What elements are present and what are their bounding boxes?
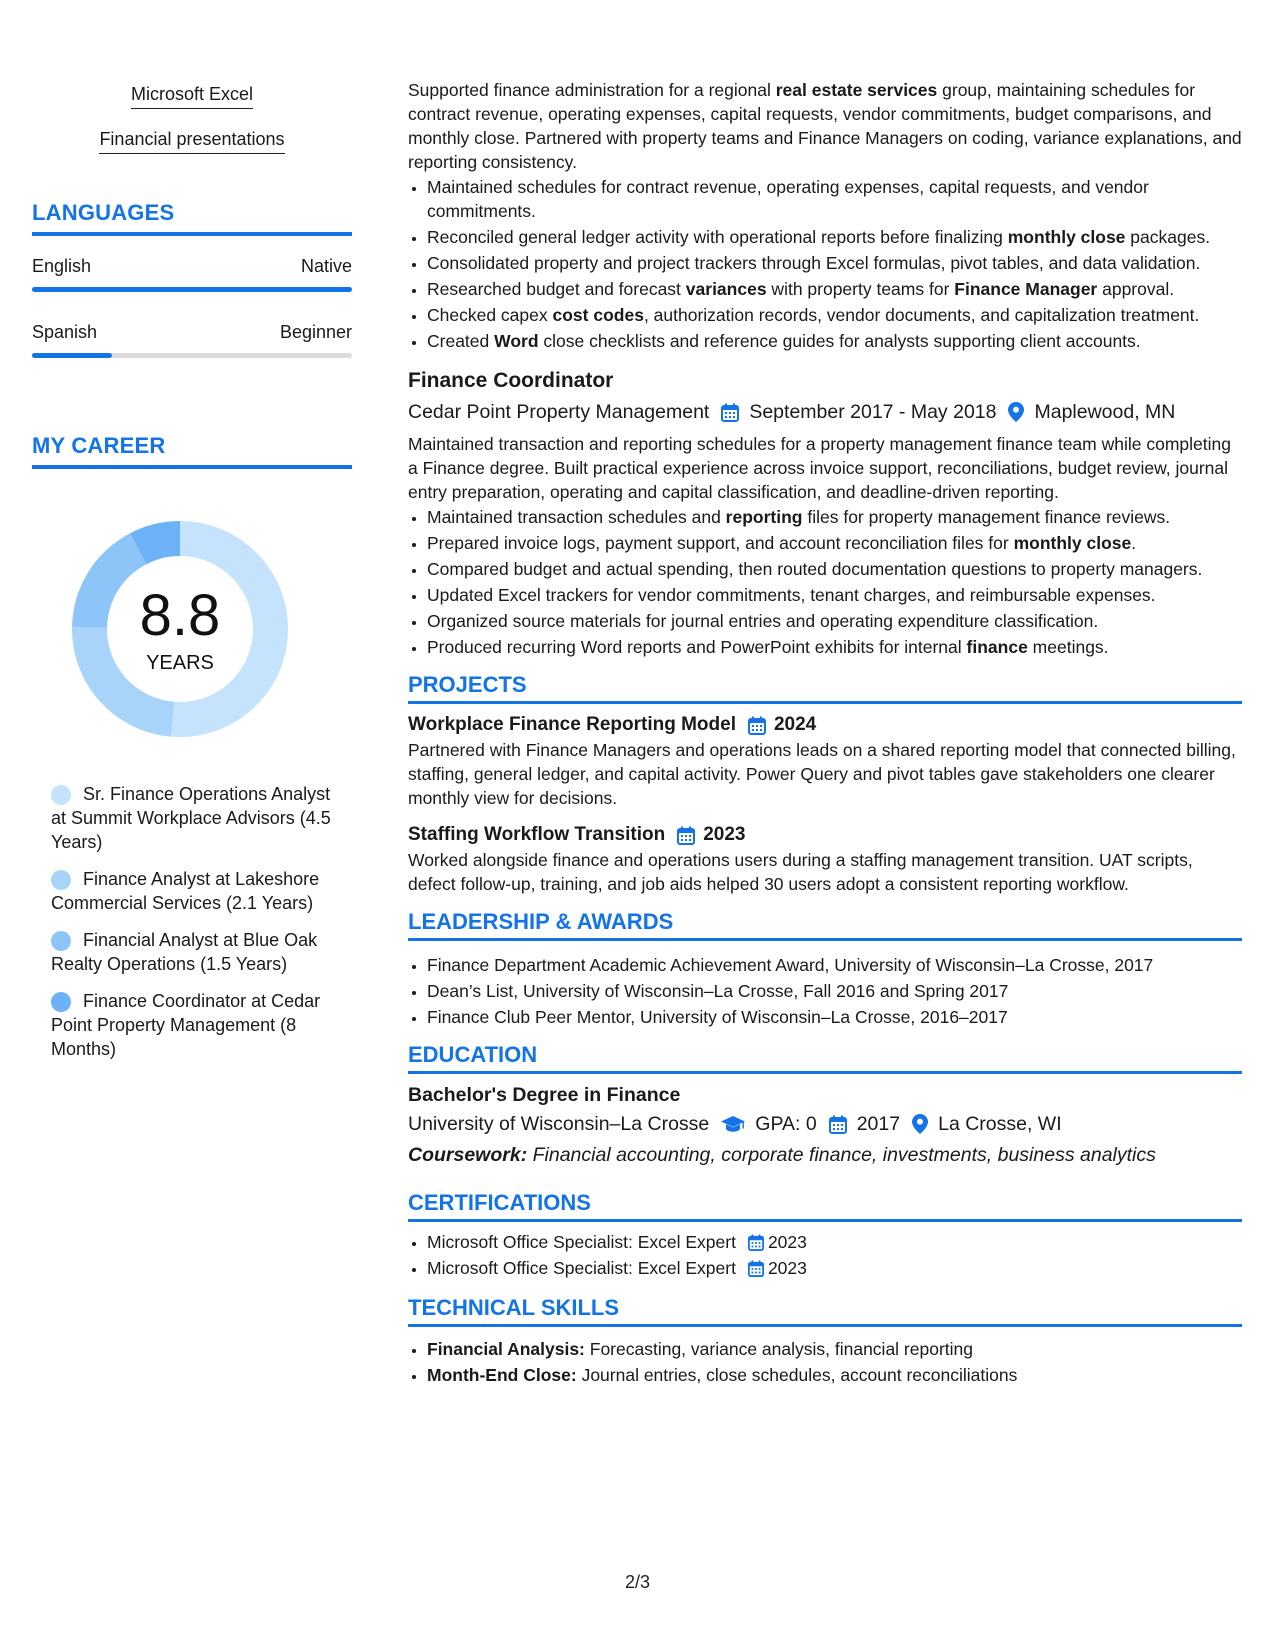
job-bullet: • Compared budget and actual spending, then routed documentation questions to property managers.: [427, 557, 1242, 581]
calendar-icon: [748, 716, 766, 735]
certifications-heading: CERTIFICATIONS: [408, 1191, 1242, 1222]
job-meta: [408, 398, 1242, 426]
language-level: Beginner: [279, 322, 352, 342]
leadership-section: [408, 910, 1242, 1029]
career-legend-label: Sr. Finance Operations Analyst at Summit Workplace Advisors (4.5 Years): [51, 784, 331, 852]
job-dates: September 2017 - May 2018: [749, 401, 997, 423]
job-bullet: • Produced recurring Word reports and PowerPoint exhibits for internal finance meetings.: [427, 635, 1242, 659]
language-entry: [32, 256, 352, 292]
leadership-list: [408, 953, 1242, 1029]
career-legend-label: Finance Analyst at Lakeshore Commercial Services (2.1 Years): [51, 869, 320, 913]
calendar-icon: [748, 1260, 764, 1277]
legend-dot-icon: [51, 931, 71, 951]
skill-item: • Financial Analysis: Forecasting, variance analysis, financial reporting: [427, 1337, 1242, 1361]
career-legend: [51, 782, 331, 1061]
company-name: Cedar Point Property Management: [408, 401, 710, 423]
certifications-section: [408, 1191, 1242, 1280]
experience-entry: [408, 367, 1242, 659]
career-legend-label: Finance Coordinator at Cedar Point Property Management (8 Months): [51, 991, 321, 1059]
language-proficiency-bar: [32, 353, 352, 358]
education-meta: [408, 1110, 1242, 1138]
career-legend-item: [51, 928, 331, 976]
project-description: Worked alongside finance and operations users during a staffing management transition. UAT scripts, defect follow-up, training, and job aids helped 30 users adopt a consistent reporting workflow.: [408, 850, 1193, 894]
education-section: [408, 1043, 1242, 1169]
career-total-unit: YEARS: [146, 652, 214, 674]
job-bullet: • Reconciled general ledger activity with operational reports before finalizing monthly close packages.: [427, 225, 1242, 249]
language-level: Native: [300, 256, 352, 276]
language-proficiency-fill: [32, 353, 112, 358]
calendar-icon: [721, 403, 739, 422]
skill-tag: Financial presentations: [99, 129, 284, 154]
location-pin-icon: [912, 1114, 928, 1134]
coursework: [408, 1141, 1242, 1169]
graduation-year: 2017: [856, 1113, 901, 1135]
main-content: [408, 78, 1242, 1389]
skill-tag: Microsoft Excel: [131, 84, 253, 109]
calendar-icon: [829, 1115, 847, 1134]
certification-item: • Microsoft Office Specialist: Excel Expert 2023: [427, 1230, 1242, 1254]
job-bullet: • Maintained schedules for contract revenue, operating expenses, capital requests, and vendor commitments.: [427, 175, 1242, 223]
career-total-value: 8.8: [139, 583, 221, 648]
language-proficiency-fill: [32, 287, 352, 292]
calendar-icon: [748, 1234, 764, 1251]
project-title: Workplace Finance Reporting Model: [408, 714, 736, 735]
job-summary: Supported finance administration for a regional real estate services group, maintaining schedules for contract revenue, operating expenses, capital requests, vendor commitments, budget comparisons, and monthly close. Partnered with property teams and Finance Managers on coding, variance explanations, and reporting consistency.: [408, 80, 1242, 172]
skill-item: • Month-End Close: Journal entries, close schedules, account reconciliations: [427, 1363, 1242, 1387]
job-bullet: • Maintained transaction schedules and reporting files for property management finance reviews.: [427, 505, 1242, 529]
technical-skills-list: [408, 1337, 1242, 1387]
project-title-row: [408, 822, 1242, 848]
project-year: 2023: [703, 824, 746, 845]
calendar-icon: [677, 826, 695, 845]
legend-dot-icon: [51, 992, 71, 1012]
experience-continued: [408, 78, 1242, 353]
language-name: Spanish: [32, 322, 98, 342]
project-title: Staffing Workflow Transition: [408, 824, 666, 845]
school-name: University of Wisconsin–La Crosse: [408, 1113, 710, 1135]
language-name: English: [32, 256, 92, 276]
job-bullet: • Researched budget and forecast variances with property teams for Finance Manager approval.: [427, 277, 1242, 301]
job-bullet: • Created Word close checklists and reference guides for analysts supporting client accounts.: [427, 329, 1242, 353]
career-donut-center: [65, 514, 295, 744]
legend-dot-icon: [51, 870, 71, 890]
career-heading: MY CAREER: [32, 433, 352, 469]
degree-title: Bachelor's Degree in Finance: [408, 1084, 681, 1106]
language-proficiency-bar: [32, 287, 352, 292]
language-entry: [32, 322, 352, 358]
technical-skills-section: [408, 1296, 1242, 1387]
job-title: Finance Coordinator: [408, 369, 614, 392]
project-description: Partnered with Finance Managers and operations leads on a shared reporting model that connected billing, staffing, general ledger, and capital activity. Power Query and pivot tables gave stakeholders one clearer monthly view for decisions.: [408, 740, 1236, 808]
career-donut-chart: [65, 514, 295, 744]
job-bullet: • Organized source materials for journal entries and operating expenditure classification.: [427, 609, 1242, 633]
technical-skills-heading: TECHNICAL SKILLS: [408, 1296, 1242, 1327]
job-bullet: • Prepared invoice logs, payment support, and account reconciliation files for monthly close.: [427, 531, 1242, 555]
job-bullets: [408, 505, 1242, 659]
legend-dot-icon: [51, 785, 71, 805]
sidebar: [32, 84, 352, 1074]
job-summary: Maintained transaction and reporting schedules for a property management finance team while completing a Finance degree. Built practical experience across invoice support, reconciliations, budget review, journal entry preparation, operating and capital classification, and deadline-driven reporting.: [408, 434, 1231, 502]
job-bullets: [408, 175, 1242, 353]
career-legend-item: [51, 989, 331, 1061]
certification-item: • Microsoft Office Specialist: Excel Expert 2023: [427, 1256, 1242, 1280]
career-legend-label: Financial Analyst at Blue Oak Realty Operations (1.5 Years): [51, 930, 318, 974]
job-bullet: • Consolidated property and project trackers through Excel formulas, pivot tables, and data validation.: [427, 251, 1242, 275]
award-item: • Dean’s List, University of Wisconsin–La Crosse, Fall 2016 and Spring 2017: [427, 979, 1242, 1003]
education-heading: EDUCATION: [408, 1043, 1242, 1074]
graduation-cap-icon: [721, 1115, 745, 1133]
job-bullet: • Checked capex cost codes, authorization records, vendor documents, and capitalization treatment.: [427, 303, 1242, 327]
award-item: • Finance Department Academic Achievement Award, University of Wisconsin–La Crosse, 2017: [427, 953, 1242, 977]
award-item: • Finance Club Peer Mentor, University of Wisconsin–La Crosse, 2016–2017: [427, 1005, 1242, 1029]
career-legend-item: [51, 782, 331, 854]
page-number: 2/3: [624, 1572, 651, 1592]
leadership-heading: LEADERSHIP & AWARDS: [408, 910, 1242, 941]
gpa: GPA: 0: [755, 1113, 817, 1135]
coursework-list: Financial accounting, corporate finance, investments, business analytics: [527, 1144, 1156, 1166]
coursework-label: Coursework:: [408, 1144, 528, 1166]
job-location: Maplewood, MN: [1034, 401, 1176, 423]
projects-heading: PROJECTS: [408, 673, 1242, 704]
career-legend-item: [51, 867, 331, 915]
project-year: 2024: [773, 714, 817, 735]
school-location: La Crosse, WI: [938, 1113, 1062, 1135]
project-title-row: [408, 712, 1242, 738]
certifications-list: [408, 1230, 1242, 1280]
job-bullet: • Updated Excel trackers for vendor commitments, tenant charges, and reimbursable expenses.: [427, 583, 1242, 607]
location-pin-icon: [1008, 402, 1024, 422]
projects-section: [408, 673, 1242, 896]
languages-heading: LANGUAGES: [32, 200, 352, 236]
